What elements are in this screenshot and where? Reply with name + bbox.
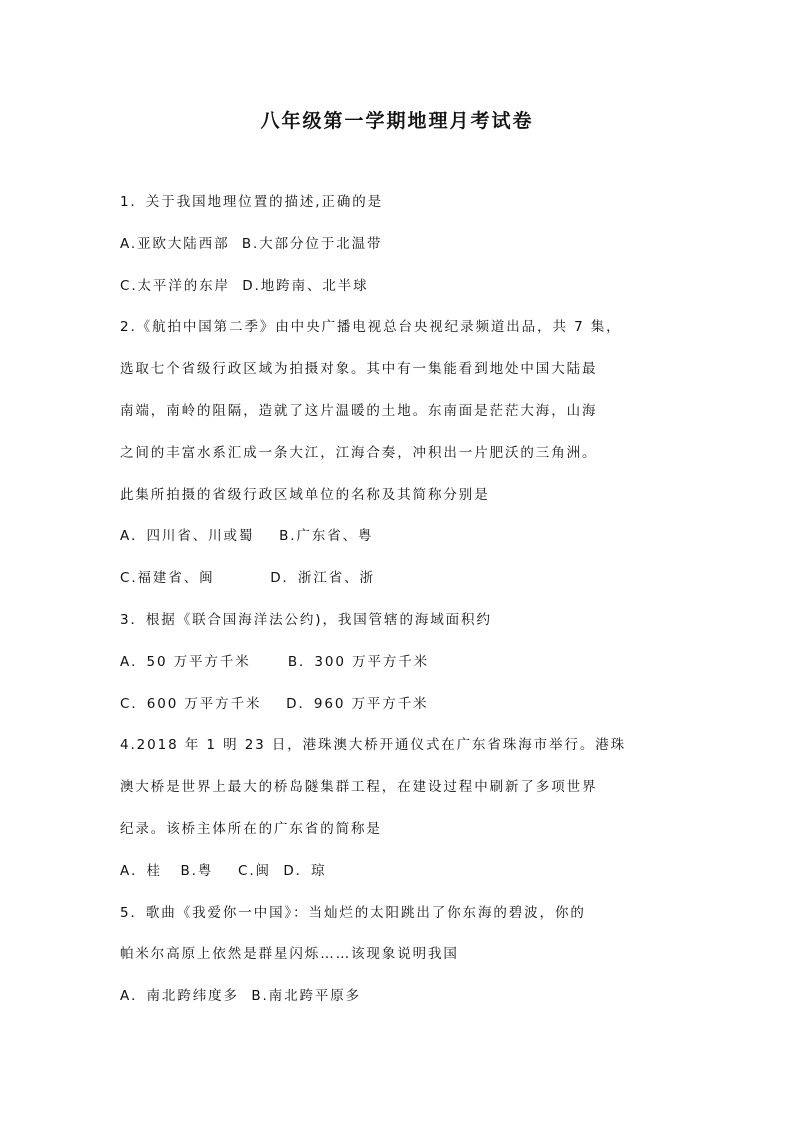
text-line: 此集所拍摄的省级行政区域单位的名称及其简称分别是	[120, 486, 490, 503]
text-line: 纪录。该桥主体所在的广东省的简称是	[120, 820, 382, 837]
text-line: C.福建省、闽 D．浙江省、浙	[120, 570, 375, 587]
text-line: 1．关于我国地理位置的描述,正确的是	[120, 194, 384, 210]
text-line: A．50 万平方千米 B．300 万平方千米	[120, 653, 430, 670]
text-line: C．600 万平方千米 D．960 万平方千米	[120, 695, 429, 712]
text-line: 5．歌曲《我爱你一中国》：当灿烂的太阳跳出了你东海的碧波，你的	[120, 904, 586, 921]
question-list	[120, 192, 700, 1028]
text-line: A．四川省、川或蜀 B.广东省、粤	[120, 528, 374, 545]
text-line: C.太平洋的东岸 D.地跨南、北半球	[120, 277, 369, 294]
page-title: 八年级第一学期地理月考试卷	[260, 110, 534, 132]
text-line: 南端，南岭的阻隔，造就了这片温暖的土地。东南面是茫茫大海，山海	[120, 402, 598, 419]
text-line: 2.《航拍中国第二季》由中央广播电视总台央视纪录频道出品，共 7 集，	[120, 319, 622, 336]
text-line: A．桂 B.粤 C.闽 D．琼	[120, 862, 327, 879]
text-line: 帕米尔高原上依然是群星闪烁……该现象说明我国	[120, 946, 459, 963]
text-line: 之间的丰富水系汇成一条大江，江海合奏，冲积出一片肥沃的三角洲。	[120, 444, 598, 461]
text-line: 4.2018 年 1 明 23 日，港珠澳大桥开通仪式在广东省珠海市举行。港珠	[120, 737, 627, 754]
text-line: 选取七个省级行政区域为拍摄对象。其中有一集能看到地处中国大陆最	[120, 361, 598, 378]
text-line: 3．根据《联合国海洋法公约)，我国管辖的海域面积约	[120, 611, 492, 628]
text-line: A．南北跨纬度多 B.南北跨平原多	[120, 988, 362, 1005]
text-line: A.亚欧大陆西部 B.大部分位于北温带	[120, 235, 383, 252]
text-line: 澳大桥是世界上最大的桥岛隧集群工程，在建设过程中刷新了多项世界	[120, 779, 598, 796]
